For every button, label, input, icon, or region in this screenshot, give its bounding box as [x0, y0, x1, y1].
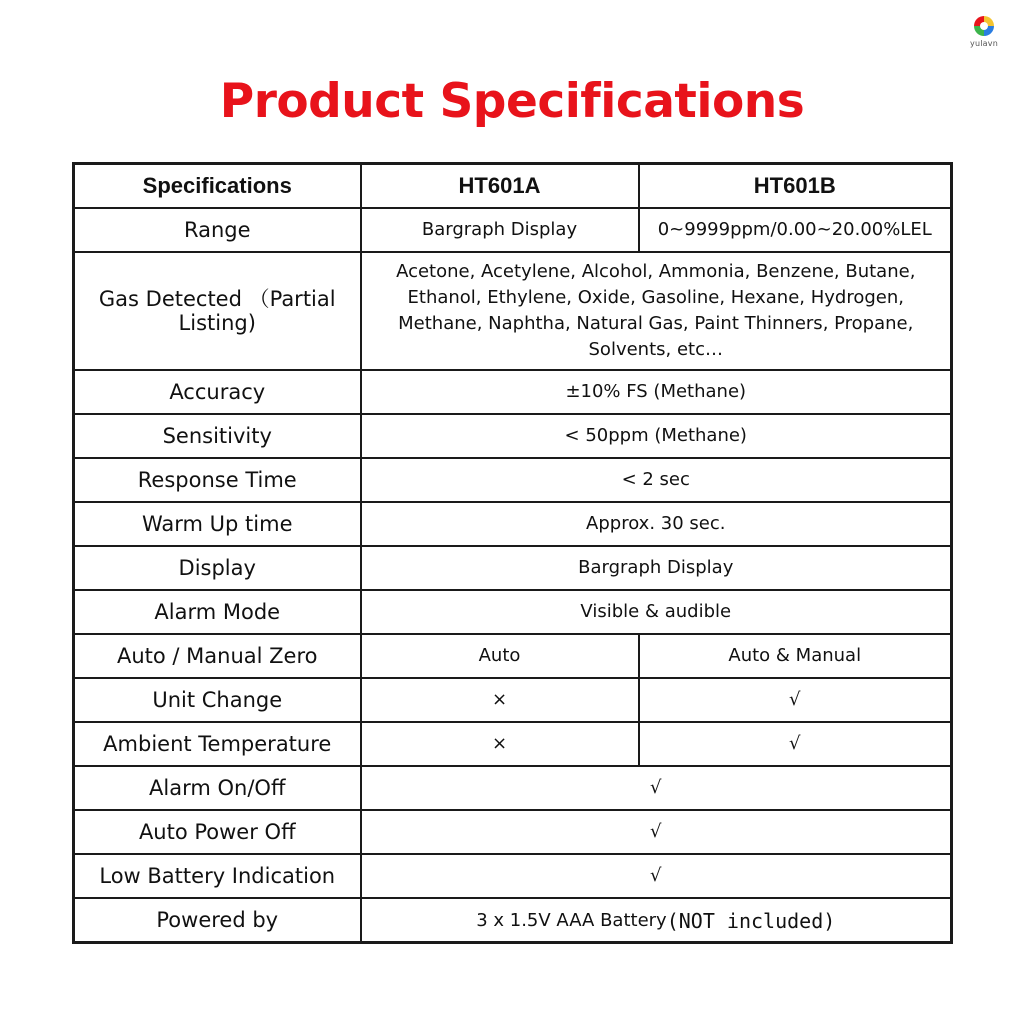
- row-gas-detected: [74, 252, 952, 370]
- battery-spec: 3 x 1.5V AAA Battery: [476, 910, 667, 931]
- row-label-sensitivity: Sensitivity: [74, 414, 361, 458]
- battery-note: (NOT included): [666, 909, 836, 933]
- cell-alarm-mode: Visible & audible: [361, 590, 952, 634]
- row-range: [74, 208, 952, 252]
- row-alarm-onoff: [74, 766, 952, 810]
- brand-logo-text: yulavn: [970, 39, 998, 48]
- row-label-warm-up: Warm Up time: [74, 502, 361, 546]
- row-label-ambient-temp: Ambient Temperature: [74, 722, 361, 766]
- cell-ambient-temp-b: √: [639, 722, 952, 766]
- cell-auto-power-off: √: [361, 810, 952, 854]
- cell-response-time: < 2 sec: [361, 458, 952, 502]
- table-header-row: [74, 164, 952, 209]
- cell-unit-change-a: ×: [361, 678, 639, 722]
- row-label-zero: Auto / Manual Zero: [74, 634, 361, 678]
- cell-display: Bargraph Display: [361, 546, 952, 590]
- header-model-b: HT601B: [639, 164, 952, 209]
- row-display: [74, 546, 952, 590]
- cell-zero-a: Auto: [361, 634, 639, 678]
- cell-low-battery: √: [361, 854, 952, 898]
- row-label-low-battery: Low Battery Indication: [74, 854, 361, 898]
- cell-powered-by: [361, 898, 952, 943]
- brand-logo-icon: [972, 14, 996, 38]
- brand-logo: [960, 14, 1008, 62]
- header-specifications: Specifications: [74, 164, 361, 209]
- row-accuracy: [74, 370, 952, 414]
- spec-table: [72, 162, 953, 944]
- row-ambient-temp: [74, 722, 952, 766]
- row-label-auto-power-off: Auto Power Off: [74, 810, 361, 854]
- row-label-unit-change: Unit Change: [74, 678, 361, 722]
- row-label-range: Range: [74, 208, 361, 252]
- row-label-accuracy: Accuracy: [74, 370, 361, 414]
- row-low-battery: [74, 854, 952, 898]
- header-model-a: HT601A: [361, 164, 639, 209]
- cell-sensitivity: < 50ppm (Methane): [361, 414, 952, 458]
- cell-warm-up: Approx. 30 sec.: [361, 502, 952, 546]
- row-zero: [74, 634, 952, 678]
- cell-range-a: Bargraph Display: [361, 208, 639, 252]
- cell-zero-b: Auto & Manual: [639, 634, 952, 678]
- cell-alarm-onoff: √: [361, 766, 952, 810]
- row-alarm-mode: [74, 590, 952, 634]
- row-sensitivity: [74, 414, 952, 458]
- row-label-response-time: Response Time: [74, 458, 361, 502]
- row-powered-by: [74, 898, 952, 943]
- cell-ambient-temp-a: ×: [361, 722, 639, 766]
- row-label-powered-by: Powered by: [74, 898, 361, 943]
- row-unit-change: [74, 678, 952, 722]
- row-label-alarm-onoff: Alarm On/Off: [74, 766, 361, 810]
- cell-range-b: 0~9999ppm/0.00~20.00%LEL: [639, 208, 952, 252]
- row-auto-power-off: [74, 810, 952, 854]
- cell-unit-change-b: √: [639, 678, 952, 722]
- page-title: Product Specifications: [219, 74, 805, 129]
- row-label-alarm-mode: Alarm Mode: [74, 590, 361, 634]
- row-warm-up: [74, 502, 952, 546]
- row-response-time: [74, 458, 952, 502]
- cell-gas-detected: Acetone, Acetylene, Alcohol, Ammonia, Benzene, Butane, Ethanol, Ethylene, Oxide, Gasoline, Hexane, Hydrogen, Methane, Naphtha, Natural Gas, Paint Thinners, Propane, Solvents, etc…: [361, 252, 952, 370]
- row-label-display: Display: [74, 546, 361, 590]
- cell-accuracy: ±10% FS (Methane): [361, 370, 952, 414]
- row-label-gas-detected: Gas Detected （Partial Listing): [74, 252, 361, 370]
